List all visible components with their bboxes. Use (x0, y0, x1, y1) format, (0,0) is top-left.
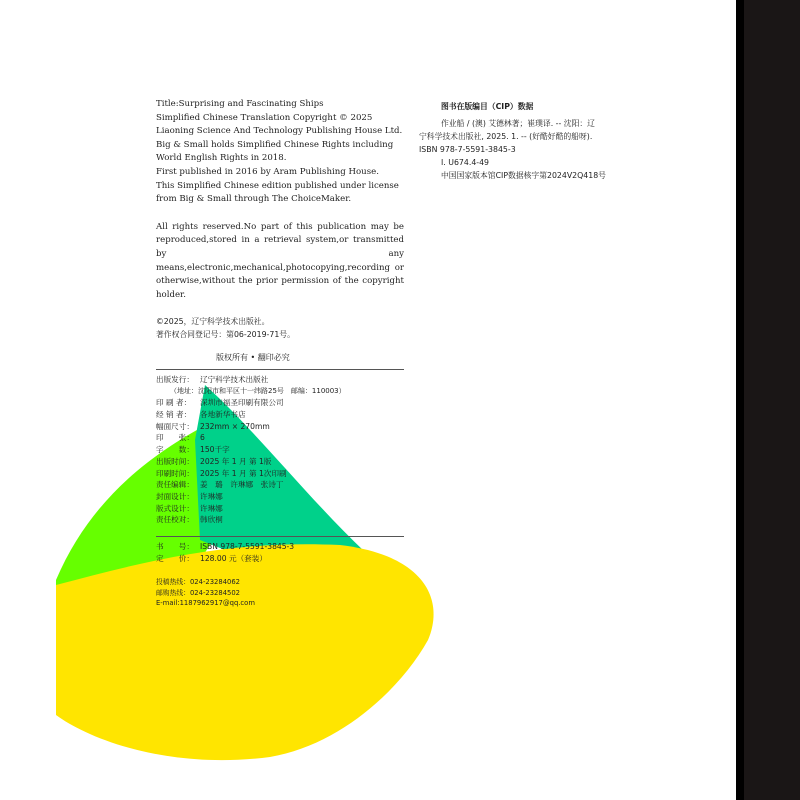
english-credits (156, 98, 404, 365)
info-row (156, 432, 406, 444)
info-value: 2025 年 1 月 第 1版 (200, 456, 272, 466)
info-value: 2025 年 1 月 第 1次印刷 (200, 468, 287, 478)
info-key: 责任校对： (156, 515, 194, 525)
price-value: 128.00 元（套装） (200, 553, 267, 563)
cip-line: 作业船 / (澳) 艾德林著；崔璞译. -- 沈阳：辽 (441, 119, 595, 128)
divider-bottom (156, 536, 404, 537)
info-row (156, 374, 406, 386)
cip-title: 图书在版编目（CIP）数据 (441, 102, 534, 111)
cip-data-block (419, 100, 639, 182)
info-value: 深圳市福圣印刷有限公司 (200, 398, 284, 408)
info-row (156, 468, 406, 480)
title-line: Title:Surprising and Fascinating Ships (156, 99, 324, 109)
info-key: 印 张： (156, 433, 194, 443)
info-row (156, 456, 406, 468)
cip-isbn: ISBN 978-7-5591-3845-3 (419, 145, 516, 154)
info-row (156, 444, 406, 456)
publication-info (156, 374, 406, 526)
info-key: 印 刷 者： (156, 398, 192, 408)
info-row (156, 479, 406, 491)
info-row (156, 397, 406, 409)
info-value: 6 (200, 433, 205, 443)
info-key: 定 价： (156, 553, 194, 563)
info-row (156, 409, 406, 421)
price-row (156, 553, 406, 565)
submission-hotline: 投稿热线：024-23284062 (156, 578, 241, 586)
info-value: 韩欣桐 (200, 515, 223, 525)
info-key: 印刷时间： (156, 468, 194, 478)
info-key: 幅面尺寸： (156, 421, 194, 431)
credit-line: This Simplified Chinese edition published under license from Big & Small through The ChoiceMaker. (156, 180, 399, 205)
info-row (156, 491, 406, 503)
page-seam (736, 0, 744, 800)
info-value: 150千字 (200, 445, 230, 455)
info-key: 经 销 者： (156, 410, 192, 420)
cip-record-number: 中国国家版本馆CIP数据核字第2024V2Q418号 (441, 171, 606, 180)
info-row (156, 514, 406, 526)
isbn-value: ISBN 978-7-5591-3845-3 (200, 542, 295, 551)
book-numbers (156, 541, 406, 564)
info-key: 出版发行： (156, 375, 194, 384)
credit-line: Simplified Chinese Translation Copyright © 2025 Liaoning Science And Technology Publishing House Ltd. (156, 112, 403, 137)
credit-line: First published in 2016 by Aram Publishing House. (156, 166, 379, 177)
cip-classification: Ⅰ. U674.4-49 (441, 158, 490, 167)
info-key: 书 号： (156, 542, 194, 551)
info-key: 出版时间： (156, 456, 194, 466)
info-key: 责任编辑： (156, 480, 194, 490)
info-value: 许琳娜 (200, 491, 223, 501)
rights-statement: All rights reserved.No part of this publication may be reproduced,stored in a retrieval system,or transmitted by any means,electronic,mechanical,photocopying,recording or otherwise,without the prior permission of the copyright holder. (156, 221, 404, 300)
info-row-address (156, 386, 406, 398)
email-line: E-mail:1187962917@qq.com (156, 599, 255, 607)
copyright-year: ©2025，辽宁科学技术出版社。 (156, 317, 270, 327)
info-value: 辽宁科学技术出版社 (200, 375, 269, 384)
info-row (156, 421, 406, 433)
info-key: 封面设计： (156, 491, 194, 501)
isbn-row (156, 541, 406, 553)
info-value: 232mm × 270mm (200, 421, 270, 431)
info-row (156, 503, 406, 515)
info-key: 版式设计： (156, 503, 194, 513)
info-key: 字 数： (156, 445, 194, 455)
contact-info (156, 577, 255, 609)
all-rights-mark: 版权所有 • 翻印必究 (216, 353, 290, 363)
page-edge-shadow (736, 0, 800, 800)
contract-registration: 著作权合同登记号：第06-2019-71号。 (156, 329, 295, 339)
divider-top (156, 369, 404, 370)
info-value: （地址：沈阳市和平区十一纬路25号 邮编：110003） (170, 386, 346, 395)
info-value: 姜 璐 许琳娜 张诗丁 (200, 480, 284, 490)
cip-line: 宁科学技术出版社, 2025. 1. -- (好酷好酷的船呀). (419, 132, 593, 141)
info-value: 各地新华书店 (200, 410, 246, 420)
info-value: 许琳娜 (200, 503, 223, 513)
mail-order-hotline: 邮购热线：024-23284502 (156, 588, 241, 597)
credit-line: Big & Small holds Simplified Chinese Rights including World English Rights in 2018. (156, 139, 394, 164)
